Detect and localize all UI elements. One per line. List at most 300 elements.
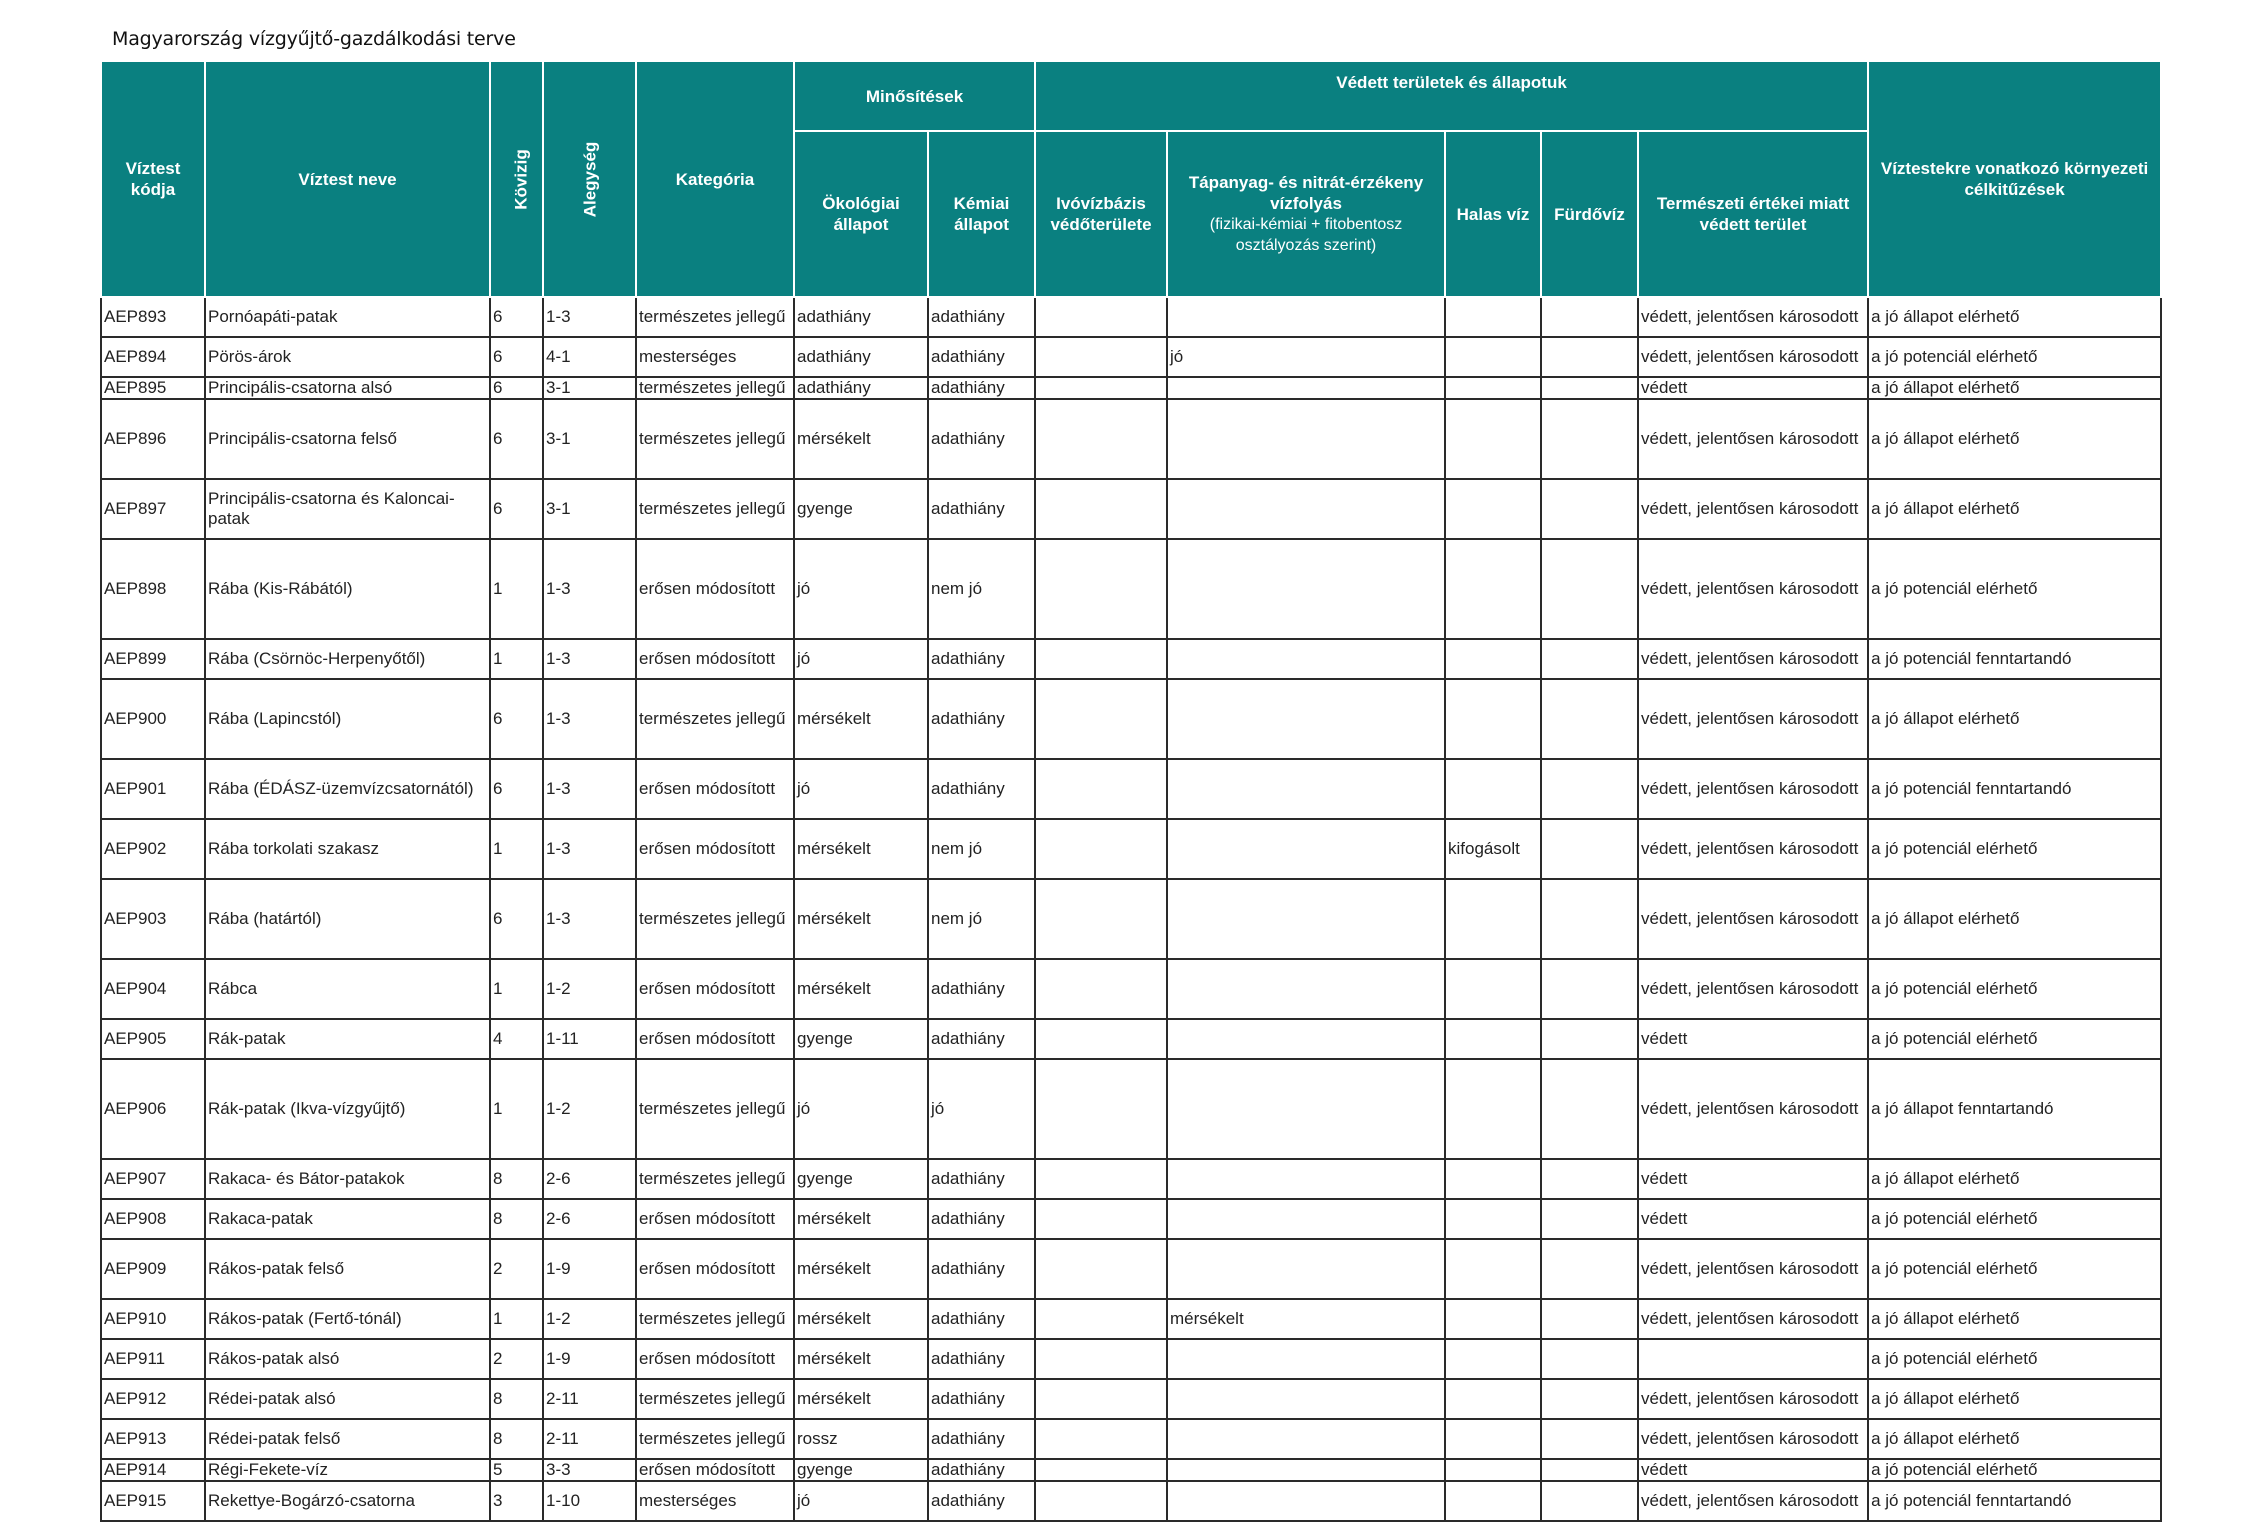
- cell-okologiai: mérsékelt: [794, 819, 928, 879]
- cell-kovizig: 8: [490, 1159, 543, 1199]
- cell-alegyseg: 1-3: [543, 819, 636, 879]
- table-row: [101, 337, 2161, 377]
- cell-tapanyag: [1167, 1339, 1445, 1379]
- cell-ivoviz: [1035, 1419, 1167, 1459]
- cell-okologiai: mérsékelt: [794, 959, 928, 1019]
- cell-tapanyag: [1167, 959, 1445, 1019]
- cell-ivoviz: [1035, 297, 1167, 337]
- cell-code: AEP904: [101, 959, 205, 1019]
- cell-ivoviz: [1035, 819, 1167, 879]
- header-termeszeti: Természeti értékei miatt védett terület: [1638, 131, 1868, 297]
- header-kovizig: [490, 61, 543, 297]
- table-row: [101, 1481, 2161, 1521]
- cell-furdoviz: [1541, 1481, 1638, 1521]
- cell-tapanyag: [1167, 639, 1445, 679]
- cell-code: AEP893: [101, 297, 205, 337]
- table-row: [101, 819, 2161, 879]
- cell-code: AEP914: [101, 1459, 205, 1481]
- cell-celkituzes: a jó potenciál fenntartandó: [1868, 759, 2161, 819]
- cell-code: AEP907: [101, 1159, 205, 1199]
- cell-kemiai: adathiány: [928, 399, 1035, 479]
- cell-celkituzes: a jó potenciál elérhető: [1868, 959, 2161, 1019]
- header-furdoviz: Fürdővíz: [1541, 131, 1638, 297]
- cell-kovizig: 4: [490, 1019, 543, 1059]
- header-kovizig-label: Kövizig: [511, 148, 531, 210]
- cell-kovizig: 1: [490, 1299, 543, 1339]
- cell-kategoria: erősen módosított: [636, 959, 794, 1019]
- cell-alegyseg: 1-9: [543, 1239, 636, 1299]
- cell-tapanyag: [1167, 1379, 1445, 1419]
- cell-alegyseg: 1-3: [543, 879, 636, 959]
- cell-kategoria: erősen módosított: [636, 819, 794, 879]
- cell-tapanyag: [1167, 759, 1445, 819]
- cell-ivoviz: [1035, 1059, 1167, 1159]
- cell-alegyseg: 4-1: [543, 337, 636, 377]
- cell-kovizig: 8: [490, 1419, 543, 1459]
- cell-halas-viz: [1445, 959, 1541, 1019]
- cell-ivoviz: [1035, 377, 1167, 399]
- table-row: [101, 1199, 2161, 1239]
- water-body-table: [100, 60, 2162, 1522]
- cell-kategoria: természetes jellegű: [636, 1159, 794, 1199]
- cell-alegyseg: 1-10: [543, 1481, 636, 1521]
- cell-kategoria: erősen módosított: [636, 639, 794, 679]
- cell-name: Rekettye-Bogárzó-csatorna: [205, 1481, 490, 1521]
- cell-kategoria: erősen módosított: [636, 1459, 794, 1481]
- cell-name: Rábca: [205, 959, 490, 1019]
- cell-alegyseg: 1-3: [543, 539, 636, 639]
- cell-alegyseg: 1-3: [543, 639, 636, 679]
- cell-celkituzes: a jó potenciál elérhető: [1868, 819, 2161, 879]
- cell-furdoviz: [1541, 1299, 1638, 1339]
- cell-okologiai: jó: [794, 1481, 928, 1521]
- cell-ivoviz: [1035, 959, 1167, 1019]
- cell-kategoria: természetes jellegű: [636, 1299, 794, 1339]
- cell-code: AEP913: [101, 1419, 205, 1459]
- cell-tapanyag: [1167, 879, 1445, 959]
- cell-termeszeti: védett, jelentősen károsodott: [1638, 959, 1868, 1019]
- cell-code: AEP901: [101, 759, 205, 819]
- cell-okologiai: rossz: [794, 1419, 928, 1459]
- cell-kategoria: erősen módosított: [636, 759, 794, 819]
- table-row: [101, 377, 2161, 399]
- cell-kategoria: erősen módosított: [636, 1239, 794, 1299]
- cell-celkituzes: a jó potenciál elérhető: [1868, 539, 2161, 639]
- table-row: [101, 639, 2161, 679]
- header-tapanyag: [1167, 131, 1445, 297]
- cell-furdoviz: [1541, 759, 1638, 819]
- cell-tapanyag: [1167, 679, 1445, 759]
- cell-tapanyag: [1167, 297, 1445, 337]
- cell-celkituzes: a jó potenciál elérhető: [1868, 1199, 2161, 1239]
- cell-alegyseg: 1-9: [543, 1339, 636, 1379]
- table-row: [101, 879, 2161, 959]
- cell-furdoviz: [1541, 1379, 1638, 1419]
- cell-furdoviz: [1541, 1019, 1638, 1059]
- cell-ivoviz: [1035, 1199, 1167, 1239]
- cell-termeszeti: védett, jelentősen károsodott: [1638, 639, 1868, 679]
- cell-halas-viz: [1445, 1159, 1541, 1199]
- cell-ivoviz: [1035, 1459, 1167, 1481]
- cell-okologiai: jó: [794, 539, 928, 639]
- cell-name: Rédei-patak felső: [205, 1419, 490, 1459]
- cell-furdoviz: [1541, 1199, 1638, 1239]
- cell-ivoviz: [1035, 1159, 1167, 1199]
- cell-furdoviz: [1541, 337, 1638, 377]
- header-ivovizbazis: Ivóvízbázis védőterülete: [1035, 131, 1167, 297]
- cell-ivoviz: [1035, 539, 1167, 639]
- cell-termeszeti: védett, jelentősen károsodott: [1638, 479, 1868, 539]
- cell-furdoviz: [1541, 679, 1638, 759]
- cell-name: Pörös-árok: [205, 337, 490, 377]
- cell-termeszeti: védett, jelentősen károsodott: [1638, 1481, 1868, 1521]
- cell-ivoviz: [1035, 1339, 1167, 1379]
- cell-tapanyag: [1167, 1459, 1445, 1481]
- cell-okologiai: mérsékelt: [794, 399, 928, 479]
- cell-furdoviz: [1541, 1159, 1638, 1199]
- cell-kategoria: természetes jellegű: [636, 1059, 794, 1159]
- cell-halas-viz: [1445, 1459, 1541, 1481]
- cell-halas-viz: [1445, 1059, 1541, 1159]
- cell-alegyseg: 3-1: [543, 479, 636, 539]
- cell-name: Rákos-patak (Fertő-tónál): [205, 1299, 490, 1339]
- cell-tapanyag: [1167, 1239, 1445, 1299]
- cell-celkituzes: a jó állapot elérhető: [1868, 879, 2161, 959]
- table-row: [101, 679, 2161, 759]
- cell-halas-viz: [1445, 337, 1541, 377]
- cell-okologiai: jó: [794, 1059, 928, 1159]
- cell-kovizig: 5: [490, 1459, 543, 1481]
- cell-kemiai: adathiány: [928, 1159, 1035, 1199]
- table-row: [101, 1459, 2161, 1481]
- cell-okologiai: mérsékelt: [794, 1339, 928, 1379]
- cell-halas-viz: [1445, 1419, 1541, 1459]
- cell-alegyseg: 2-11: [543, 1419, 636, 1459]
- cell-kovizig: 1: [490, 639, 543, 679]
- cell-kemiai: adathiány: [928, 959, 1035, 1019]
- cell-kategoria: mesterséges: [636, 337, 794, 377]
- cell-code: AEP900: [101, 679, 205, 759]
- cell-name: Rába torkolati szakasz: [205, 819, 490, 879]
- cell-halas-viz: [1445, 1379, 1541, 1419]
- cell-halas-viz: [1445, 539, 1541, 639]
- cell-name: Rába (határtól): [205, 879, 490, 959]
- cell-kemiai: adathiány: [928, 337, 1035, 377]
- cell-name: Rakaca- és Bátor-patakok: [205, 1159, 490, 1199]
- cell-kovizig: 6: [490, 337, 543, 377]
- cell-kategoria: erősen módosított: [636, 1199, 794, 1239]
- cell-alegyseg: 1-3: [543, 759, 636, 819]
- cell-halas-viz: [1445, 759, 1541, 819]
- cell-kategoria: természetes jellegű: [636, 399, 794, 479]
- cell-name: Rába (Lapincstól): [205, 679, 490, 759]
- cell-halas-viz: [1445, 1481, 1541, 1521]
- cell-termeszeti: védett, jelentősen károsodott: [1638, 679, 1868, 759]
- cell-kovizig: 6: [490, 297, 543, 337]
- cell-okologiai: adathiány: [794, 377, 928, 399]
- cell-kemiai: adathiány: [928, 377, 1035, 399]
- cell-ivoviz: [1035, 639, 1167, 679]
- cell-termeszeti: védett, jelentősen károsodott: [1638, 819, 1868, 879]
- cell-kovizig: 6: [490, 679, 543, 759]
- cell-kategoria: erősen módosított: [636, 1019, 794, 1059]
- cell-termeszeti: [1638, 1339, 1868, 1379]
- cell-ivoviz: [1035, 1481, 1167, 1521]
- cell-termeszeti: védett: [1638, 1459, 1868, 1481]
- header-vedett-group: Védett területek és állapotuk: [1035, 61, 1868, 131]
- cell-halas-viz: [1445, 879, 1541, 959]
- cell-okologiai: gyenge: [794, 1019, 928, 1059]
- cell-ivoviz: [1035, 479, 1167, 539]
- cell-kemiai: nem jó: [928, 819, 1035, 879]
- header-kategoria: Kategória: [636, 61, 794, 297]
- cell-tapanyag: mérsékelt: [1167, 1299, 1445, 1339]
- cell-kategoria: természetes jellegű: [636, 479, 794, 539]
- cell-tapanyag: [1167, 539, 1445, 639]
- cell-celkituzes: a jó állapot elérhető: [1868, 1419, 2161, 1459]
- cell-termeszeti: védett, jelentősen károsodott: [1638, 539, 1868, 639]
- header-alegyseg: [543, 61, 636, 297]
- cell-celkituzes: a jó potenciál elérhető: [1868, 1459, 2161, 1481]
- cell-ivoviz: [1035, 399, 1167, 479]
- cell-kemiai: adathiány: [928, 1339, 1035, 1379]
- table-row: [101, 1379, 2161, 1419]
- cell-kemiai: adathiány: [928, 1379, 1035, 1419]
- cell-kovizig: 6: [490, 377, 543, 399]
- cell-kemiai: adathiány: [928, 1019, 1035, 1059]
- cell-kovizig: 6: [490, 759, 543, 819]
- cell-kemiai: adathiány: [928, 639, 1035, 679]
- cell-okologiai: gyenge: [794, 1159, 928, 1199]
- cell-furdoviz: [1541, 1459, 1638, 1481]
- cell-termeszeti: védett: [1638, 1159, 1868, 1199]
- cell-celkituzes: a jó állapot elérhető: [1868, 1159, 2161, 1199]
- cell-termeszeti: védett, jelentősen károsodott: [1638, 759, 1868, 819]
- table-row: [101, 1339, 2161, 1379]
- cell-code: AEP906: [101, 1059, 205, 1159]
- cell-code: AEP896: [101, 399, 205, 479]
- cell-code: AEP915: [101, 1481, 205, 1521]
- cell-ivoviz: [1035, 1019, 1167, 1059]
- cell-name: Rákos-patak felső: [205, 1239, 490, 1299]
- cell-kovizig: 6: [490, 879, 543, 959]
- cell-alegyseg: 1-2: [543, 1299, 636, 1339]
- cell-kemiai: adathiány: [928, 479, 1035, 539]
- cell-okologiai: mérsékelt: [794, 1239, 928, 1299]
- cell-code: AEP911: [101, 1339, 205, 1379]
- cell-kovizig: 6: [490, 399, 543, 479]
- cell-celkituzes: a jó potenciál elérhető: [1868, 1019, 2161, 1059]
- table-row: [101, 1239, 2161, 1299]
- table-row: [101, 1159, 2161, 1199]
- cell-name: Rába (ÉDÁSZ-üzemvízcsatornától): [205, 759, 490, 819]
- cell-kategoria: természetes jellegű: [636, 297, 794, 337]
- cell-name: Principális-csatorna alsó: [205, 377, 490, 399]
- cell-kemiai: adathiány: [928, 1419, 1035, 1459]
- header-minositesek: Minősítések: [794, 61, 1035, 131]
- cell-alegyseg: 3-1: [543, 399, 636, 479]
- cell-okologiai: adathiány: [794, 337, 928, 377]
- cell-kategoria: erősen módosított: [636, 539, 794, 639]
- table-row: [101, 539, 2161, 639]
- cell-ivoviz: [1035, 1379, 1167, 1419]
- cell-alegyseg: 1-3: [543, 297, 636, 337]
- cell-kovizig: 2: [490, 1339, 543, 1379]
- table-row: [101, 399, 2161, 479]
- header-alegyseg-label: Alegység: [580, 141, 599, 217]
- table-row: [101, 1019, 2161, 1059]
- cell-okologiai: mérsékelt: [794, 1199, 928, 1239]
- header-celkituzesek: Víztestekre vonatkozó környezeti célkitűzések: [1868, 61, 2161, 297]
- table-row: [101, 1059, 2161, 1159]
- cell-kategoria: természetes jellegű: [636, 679, 794, 759]
- cell-halas-viz: [1445, 297, 1541, 337]
- cell-kovizig: 6: [490, 479, 543, 539]
- cell-celkituzes: a jó állapot elérhető: [1868, 377, 2161, 399]
- cell-termeszeti: védett: [1638, 377, 1868, 399]
- cell-kemiai: adathiány: [928, 1239, 1035, 1299]
- cell-name: Régi-Fekete-víz: [205, 1459, 490, 1481]
- cell-kovizig: 1: [490, 959, 543, 1019]
- cell-ivoviz: [1035, 1239, 1167, 1299]
- cell-kemiai: jó: [928, 1059, 1035, 1159]
- cell-okologiai: mérsékelt: [794, 1379, 928, 1419]
- cell-furdoviz: [1541, 1419, 1638, 1459]
- cell-code: AEP905: [101, 1019, 205, 1059]
- cell-code: AEP903: [101, 879, 205, 959]
- cell-furdoviz: [1541, 879, 1638, 959]
- cell-okologiai: mérsékelt: [794, 1299, 928, 1339]
- cell-kemiai: adathiány: [928, 679, 1035, 759]
- cell-kovizig: 1: [490, 1059, 543, 1159]
- cell-kemiai: adathiány: [928, 297, 1035, 337]
- cell-furdoviz: [1541, 1239, 1638, 1299]
- cell-furdoviz: [1541, 639, 1638, 679]
- table-row: [101, 1299, 2161, 1339]
- header-name: Víztest neve: [205, 61, 490, 297]
- cell-tapanyag: [1167, 377, 1445, 399]
- cell-halas-viz: [1445, 679, 1541, 759]
- cell-name: Rák-patak (Ikva-vízgyűjtő): [205, 1059, 490, 1159]
- cell-name: Pornóapáti-patak: [205, 297, 490, 337]
- cell-okologiai: mérsékelt: [794, 679, 928, 759]
- cell-kemiai: nem jó: [928, 539, 1035, 639]
- cell-code: AEP897: [101, 479, 205, 539]
- table-row: [101, 959, 2161, 1019]
- cell-alegyseg: 3-3: [543, 1459, 636, 1481]
- cell-kovizig: 3: [490, 1481, 543, 1521]
- cell-okologiai: mérsékelt: [794, 879, 928, 959]
- cell-halas-viz: [1445, 377, 1541, 399]
- cell-name: Rákos-patak alsó: [205, 1339, 490, 1379]
- table-body: [101, 297, 2161, 1521]
- cell-code: AEP910: [101, 1299, 205, 1339]
- cell-code: AEP912: [101, 1379, 205, 1419]
- cell-okologiai: gyenge: [794, 1459, 928, 1481]
- cell-termeszeti: védett, jelentősen károsodott: [1638, 337, 1868, 377]
- cell-code: AEP895: [101, 377, 205, 399]
- header-tapanyag-sub: (fizikai-kémiai + fitobentosz osztályozás szerint): [1209, 216, 1403, 254]
- cell-celkituzes: a jó állapot elérhető: [1868, 679, 2161, 759]
- cell-halas-viz: [1445, 399, 1541, 479]
- cell-name: Principális-csatorna és Kaloncai-patak: [205, 479, 490, 539]
- cell-code: AEP898: [101, 539, 205, 639]
- cell-furdoviz: [1541, 819, 1638, 879]
- cell-name: Rába (Csörnöc-Herpenyőtől): [205, 639, 490, 679]
- cell-halas-viz: kifogásolt: [1445, 819, 1541, 879]
- cell-name: Principális-csatorna felső: [205, 399, 490, 479]
- header-kemiai: Kémiai állapot: [928, 131, 1035, 297]
- cell-celkituzes: a jó potenciál elérhető: [1868, 1239, 2161, 1299]
- document-title: Magyarország vízgyűjtő-gazdálkodási terve: [112, 28, 516, 50]
- cell-celkituzes: a jó állapot elérhető: [1868, 479, 2161, 539]
- cell-kemiai: adathiány: [928, 1481, 1035, 1521]
- cell-tapanyag: [1167, 1159, 1445, 1199]
- cell-tapanyag: [1167, 1059, 1445, 1159]
- cell-kategoria: erősen módosított: [636, 1339, 794, 1379]
- cell-tapanyag: [1167, 479, 1445, 539]
- header-okologiai: Ökológiai állapot: [794, 131, 928, 297]
- cell-termeszeti: védett: [1638, 1199, 1868, 1239]
- cell-tapanyag: [1167, 1199, 1445, 1239]
- cell-termeszeti: védett, jelentősen károsodott: [1638, 1239, 1868, 1299]
- cell-alegyseg: 1-3: [543, 679, 636, 759]
- cell-kemiai: nem jó: [928, 879, 1035, 959]
- cell-halas-viz: [1445, 1299, 1541, 1339]
- cell-furdoviz: [1541, 1339, 1638, 1379]
- cell-alegyseg: 3-1: [543, 377, 636, 399]
- cell-name: Rédei-patak alsó: [205, 1379, 490, 1419]
- cell-tapanyag: [1167, 399, 1445, 479]
- cell-halas-viz: [1445, 479, 1541, 539]
- cell-celkituzes: a jó potenciál elérhető: [1868, 1339, 2161, 1379]
- cell-tapanyag: [1167, 1019, 1445, 1059]
- cell-code: AEP908: [101, 1199, 205, 1239]
- cell-ivoviz: [1035, 759, 1167, 819]
- cell-halas-viz: [1445, 1239, 1541, 1299]
- cell-celkituzes: a jó állapot elérhető: [1868, 297, 2161, 337]
- table-row: [101, 297, 2161, 337]
- cell-alegyseg: 1-2: [543, 1059, 636, 1159]
- cell-termeszeti: védett, jelentősen károsodott: [1638, 1299, 1868, 1339]
- cell-code: AEP902: [101, 819, 205, 879]
- cell-kemiai: adathiány: [928, 1199, 1035, 1239]
- cell-tapanyag: [1167, 1419, 1445, 1459]
- cell-kategoria: természetes jellegű: [636, 879, 794, 959]
- header-tapanyag-main: Tápanyag- és nitrát-érzékeny vízfolyás: [1188, 173, 1424, 213]
- cell-halas-viz: [1445, 1019, 1541, 1059]
- cell-halas-viz: [1445, 1199, 1541, 1239]
- cell-termeszeti: védett, jelentősen károsodott: [1638, 1419, 1868, 1459]
- cell-name: Rák-patak: [205, 1019, 490, 1059]
- cell-okologiai: jó: [794, 759, 928, 819]
- cell-celkituzes: a jó potenciál fenntartandó: [1868, 639, 2161, 679]
- cell-alegyseg: 2-6: [543, 1199, 636, 1239]
- cell-kemiai: adathiány: [928, 1299, 1035, 1339]
- cell-furdoviz: [1541, 377, 1638, 399]
- cell-termeszeti: védett, jelentősen károsodott: [1638, 1059, 1868, 1159]
- cell-kovizig: 1: [490, 819, 543, 879]
- cell-code: AEP899: [101, 639, 205, 679]
- cell-furdoviz: [1541, 479, 1638, 539]
- cell-code: AEP909: [101, 1239, 205, 1299]
- cell-alegyseg: 2-11: [543, 1379, 636, 1419]
- table-row: [101, 479, 2161, 539]
- header-code: Víztest kódja: [101, 61, 205, 297]
- cell-kategoria: természetes jellegű: [636, 1379, 794, 1419]
- cell-alegyseg: 2-6: [543, 1159, 636, 1199]
- cell-termeszeti: védett, jelentősen károsodott: [1638, 1379, 1868, 1419]
